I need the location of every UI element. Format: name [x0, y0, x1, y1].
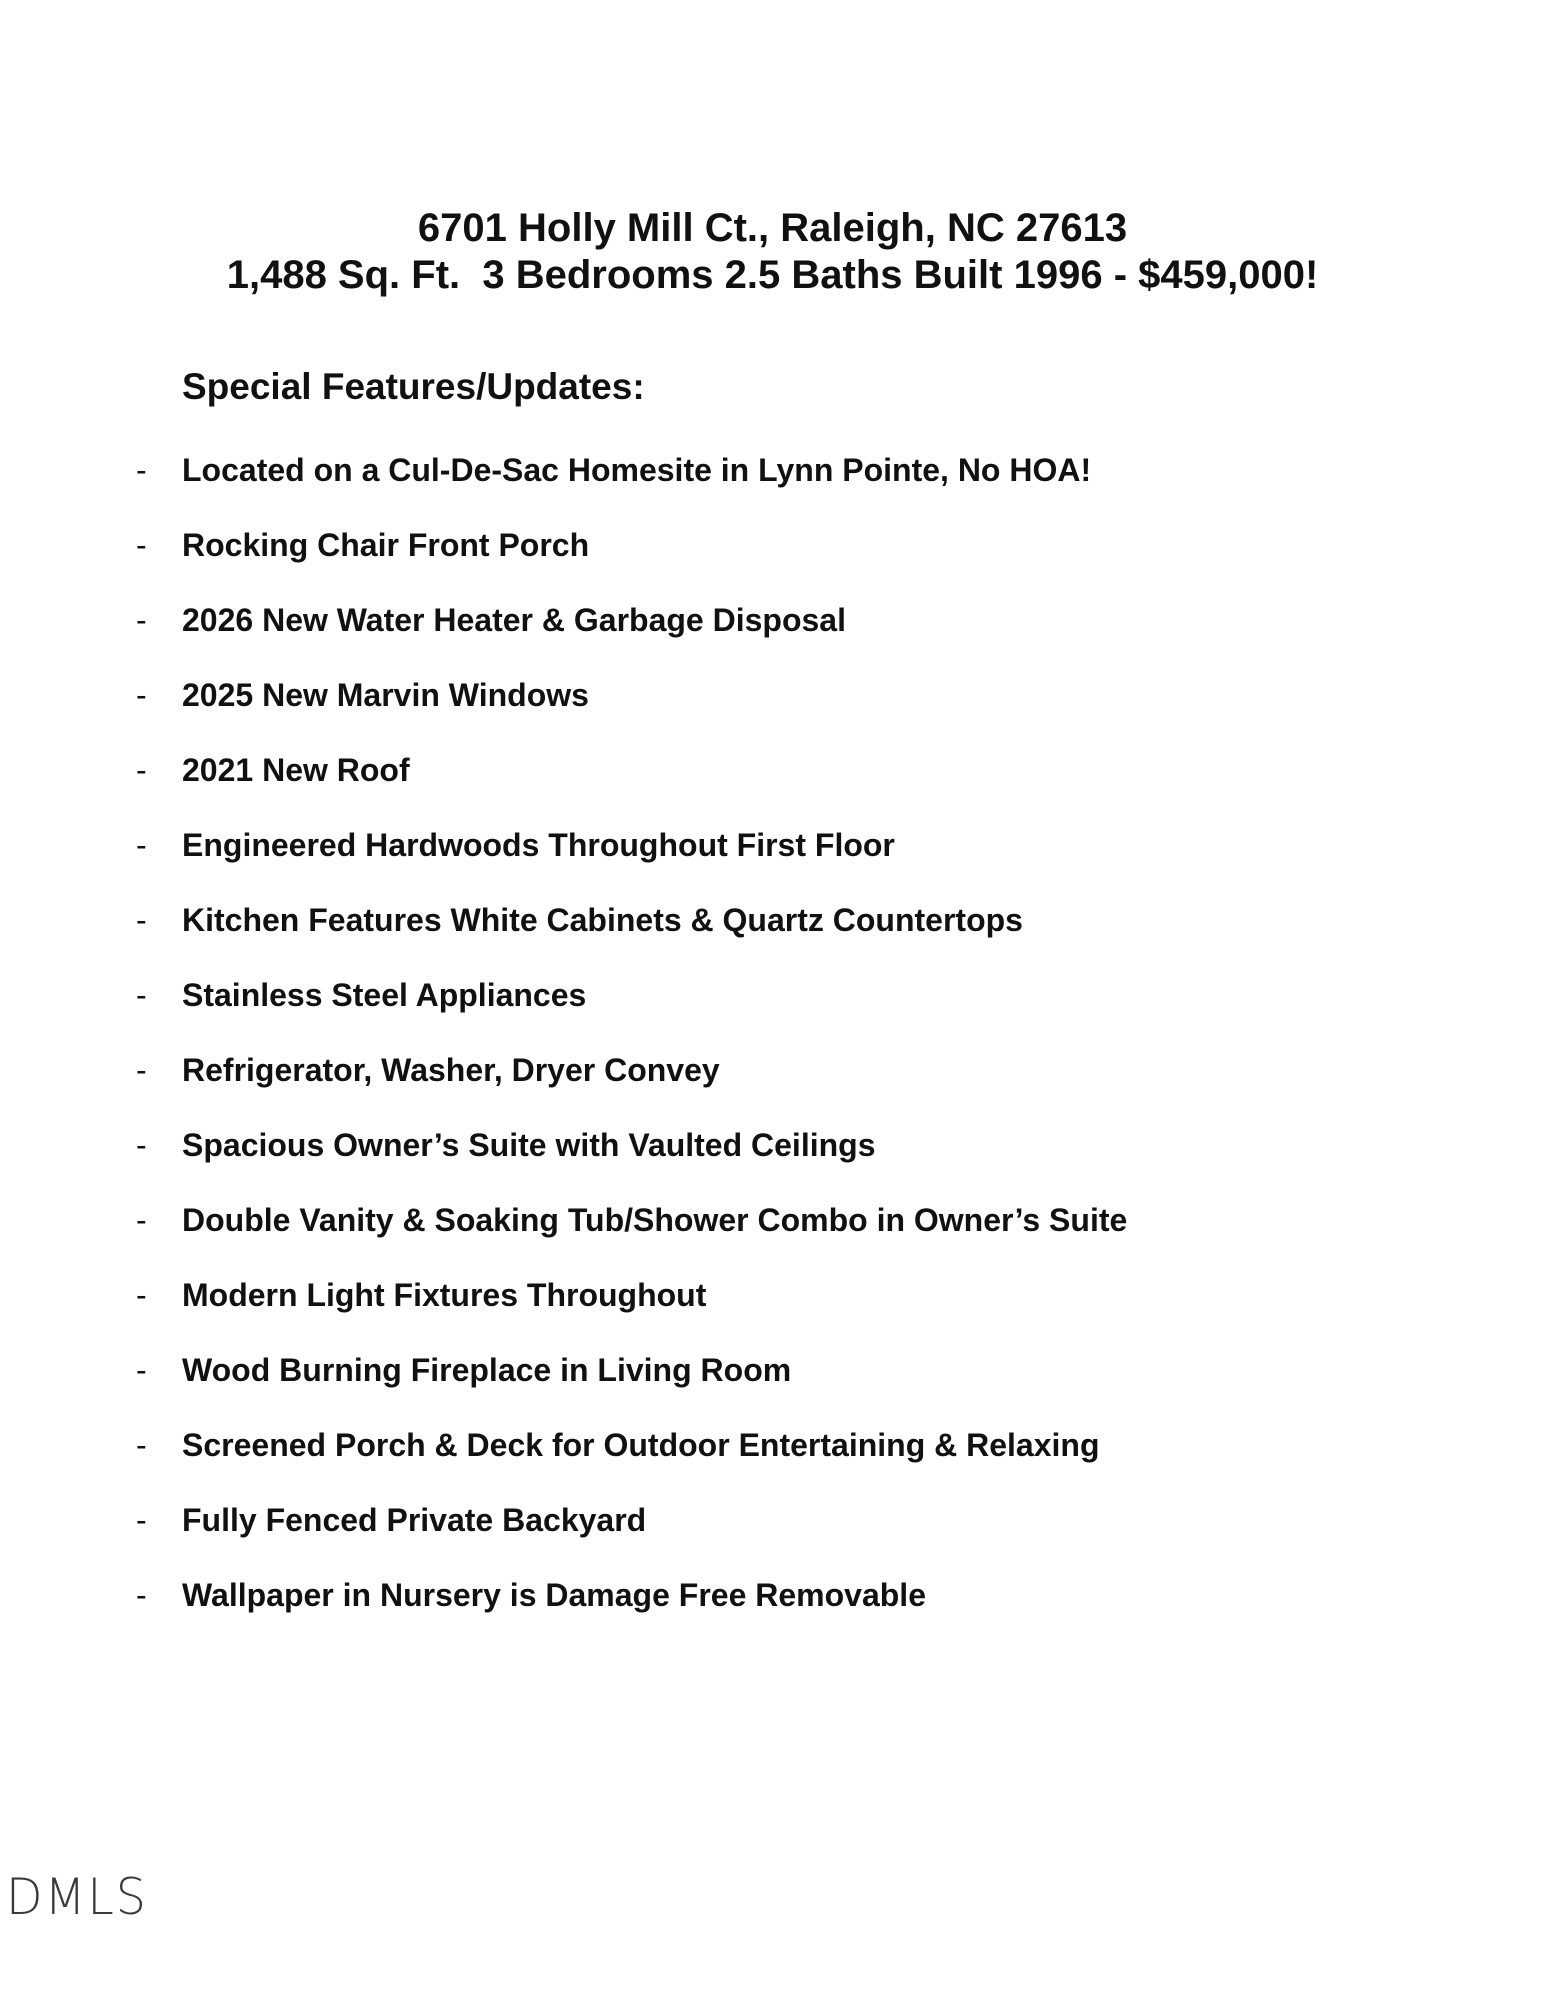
property-summary: 1,488 Sq. Ft. 3 Bedrooms 2.5 Baths Built 1996 - $459,000!	[226, 253, 1319, 297]
bullet-dash: -	[136, 1127, 147, 1163]
bullet-dash: -	[136, 752, 147, 788]
bullet-dash: -	[136, 602, 147, 638]
feature-text: Screened Porch & Deck for Outdoor Entertaining & Relaxing	[182, 1427, 1100, 1463]
bullet-dash: -	[136, 1502, 147, 1538]
bullet-dash: -	[136, 452, 147, 488]
list-item	[0, 598, 1545, 673]
bullet-dash: -	[136, 1577, 147, 1613]
list-item	[0, 973, 1545, 1048]
bullet-dash: -	[136, 977, 147, 1013]
list-item	[0, 1198, 1545, 1273]
list-item	[0, 1573, 1545, 1648]
list-item	[0, 523, 1545, 598]
feature-text: Wood Burning Fireplace in Living Room	[182, 1352, 792, 1388]
feature-text: Kitchen Features White Cabinets & Quartz Countertops	[182, 902, 1023, 938]
list-item	[0, 673, 1545, 748]
property-address: 6701 Holly Mill Ct., Raleigh, NC 27613	[417, 206, 1128, 250]
list-item	[0, 1423, 1545, 1498]
list-item	[0, 823, 1545, 898]
list-item	[0, 1048, 1545, 1123]
feature-text: Stainless Steel Appliances	[182, 977, 587, 1013]
bullet-dash: -	[136, 1052, 147, 1088]
feature-text: Rocking Chair Front Porch	[182, 527, 590, 563]
list-item	[0, 748, 1545, 823]
list-item	[0, 1273, 1545, 1348]
feature-text: Fully Fenced Private Backyard	[182, 1502, 647, 1538]
feature-text: Modern Light Fixtures Throughout	[182, 1277, 707, 1313]
list-item	[0, 1348, 1545, 1423]
feature-text: 2025 New Marvin Windows	[182, 677, 589, 713]
feature-text: Double Vanity & Soaking Tub/Shower Combo in Owner’s Suite	[182, 1202, 1128, 1238]
bullet-dash: -	[136, 902, 147, 938]
feature-text: 2026 New Water Heater & Garbage Disposal	[182, 602, 846, 638]
feature-text: Spacious Owner’s Suite with Vaulted Ceilings	[182, 1127, 876, 1163]
feature-text: Wallpaper in Nursery is Damage Free Removable	[182, 1577, 926, 1613]
bullet-dash: -	[136, 677, 147, 713]
bullet-dash: -	[136, 1277, 147, 1313]
listing-header	[0, 205, 1545, 299]
bullet-dash: -	[136, 1352, 147, 1388]
list-item	[0, 448, 1545, 523]
section-title: Special Features/Updates:	[182, 366, 645, 407]
feature-text: Located on a Cul-De-Sac Homesite in Lynn Pointe, No HOA!	[182, 452, 1092, 488]
bullet-dash: -	[136, 527, 147, 563]
bullet-dash: -	[136, 1202, 147, 1238]
feature-text: 2021 New Roof	[182, 752, 410, 788]
feature-list	[0, 448, 1545, 1648]
bullet-dash: -	[136, 827, 147, 863]
feature-text: Refrigerator, Washer, Dryer Convey	[182, 1052, 720, 1088]
bullet-dash: -	[136, 1427, 147, 1463]
list-item	[0, 1498, 1545, 1573]
feature-text: Engineered Hardwoods Throughout First Floor	[182, 827, 895, 863]
list-item	[0, 898, 1545, 973]
dmls-watermark: DMLS	[6, 1868, 148, 1926]
list-item	[0, 1123, 1545, 1198]
